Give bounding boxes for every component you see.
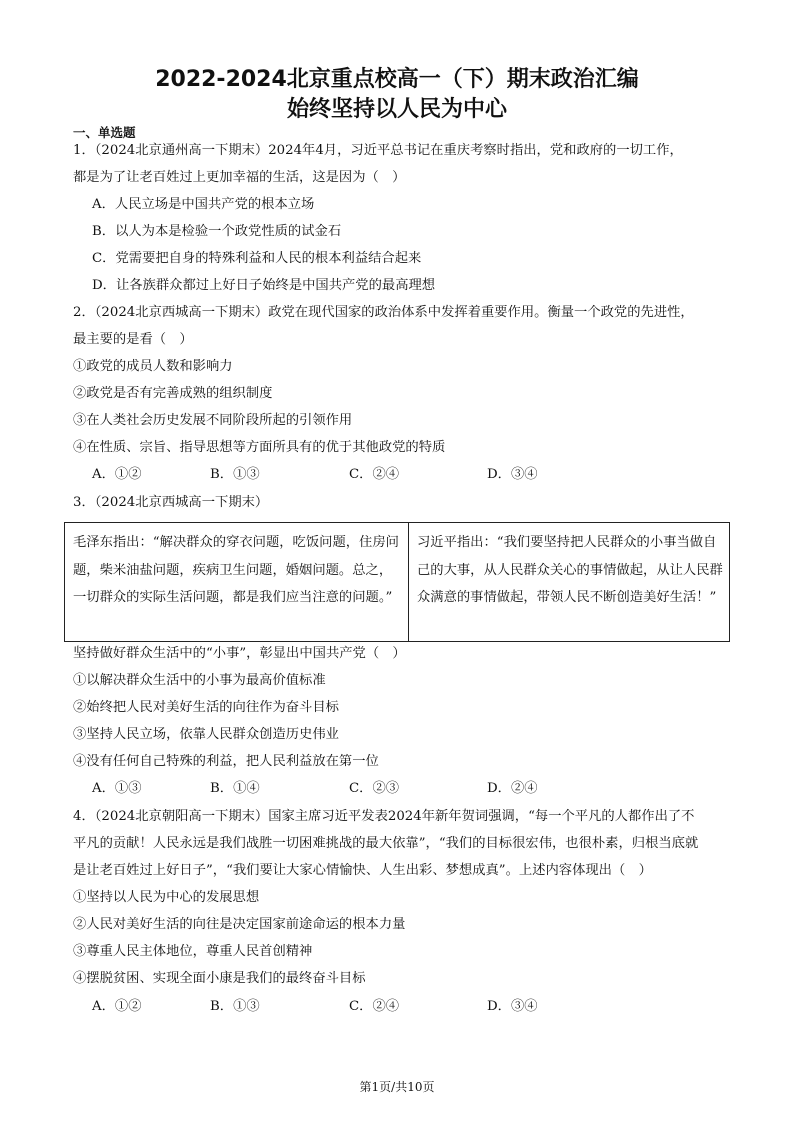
question-4-choice-d: D．③④ <box>487 999 538 1014</box>
question-1-option-b: B．以人为本是检验一个政党性质的试金石 <box>92 224 342 239</box>
question-3-choice-b: B．①④ <box>210 781 260 796</box>
question-4-item-3: ③尊重人民主体地位，尊重人民首创精神 <box>73 944 313 959</box>
question-4-choice-b: B．①③ <box>210 999 260 1014</box>
question-1-stem-line2: 都是为了让老百姓过上更加幸福的生活，这是因为（ ） <box>73 170 406 185</box>
question-3-stem: 坚持做好群众生活中的“小事”，彰显出中国共产党（ ） <box>73 646 406 661</box>
document-subtitle: 始终坚持以人民为中心 <box>286 97 507 122</box>
question-3-stem-line1: 3．（2024北京西城高一下期末） <box>73 495 269 510</box>
question-2-stem-line2: 最主要的是看（ ） <box>73 332 193 347</box>
document-title: 2022-2024北京重点校高一（下）期末政治汇编 <box>155 67 639 92</box>
question-4-item-4: ④摆脱贫困、实现全面小康是我们的最终奋斗目标 <box>73 971 366 986</box>
question-1-option-d: D．让各族群众都过上好日子始终是中国共产党的最高理想 <box>92 278 436 293</box>
question-1-option-c: C．党需要把自身的特殊利益和人民的根本利益结合起来 <box>92 251 422 266</box>
question-3-item-2: ②始终把人民对美好生活的向往作为奋斗目标 <box>73 700 339 715</box>
question-2-stem-line1: 2．（2024北京西城高一下期末）政党在现代国家的政治体系中发挥着重要作用。衡量一个政党的先进性， <box>73 305 694 320</box>
question-4-stem-line2: 平凡的贡献！人民永远是我们战胜一切困难挑战的最大依靠”，“我们的目标很宏伟，也很朴素，归根当底就 <box>73 836 699 851</box>
question-2-item-1: ①政党的成员人数和影响力 <box>73 359 233 374</box>
question-1-stem-line1: 1．（2024北京通州高一下期末）2024年4月，习近平总书记在重庆考察时指出，党和政府的一切工作， <box>73 143 683 158</box>
quote-xi: 习近平指出：“我们要坚持把人民群众的小事当做自己的大事，从人民群众关心的事情做起，从让人民群众满意的事情做起，带领人民不断创造美好生活！” <box>417 535 723 605</box>
question-2-choice-d: D．③④ <box>487 467 538 482</box>
question-4-item-2: ②人民对美好生活的向往是决定国家前途命运的根本力量 <box>73 917 406 932</box>
question-2-choice-b: B．①③ <box>210 467 260 482</box>
question-2-item-2: ②政党是否有完善成熟的组织制度 <box>73 386 273 401</box>
question-3-choice-d: D．②④ <box>487 781 538 796</box>
page-footer: 第1页/共10页 <box>359 1080 435 1094</box>
section-heading: 一、单选题 <box>73 125 136 140</box>
question-3-choice-a: A．①③ <box>92 781 142 796</box>
question-2-item-3: ③在人类社会历史发展不同阶段所起的引领作用 <box>73 413 353 428</box>
question-3-item-3: ③坚持人民立场，依靠人民群众创造历史伟业 <box>73 727 339 742</box>
question-2-choice-a: A．①② <box>92 467 142 482</box>
question-4-choice-c: C．②④ <box>349 999 400 1014</box>
question-1-option-a: A．人民立场是中国共产党的根本立场 <box>92 197 315 212</box>
question-3-choice-c: C．②③ <box>349 781 400 796</box>
question-4-choice-a: A．①② <box>92 999 142 1014</box>
question-3-item-1: ①以解决群众生活中的小事为最高价值标准 <box>73 673 326 688</box>
question-4-stem-line1: 4．（2024北京朝阳高一下期末）国家主席习近平发表2024年新年贺词强调，“每一个平凡的人都作出了不 <box>73 809 695 824</box>
question-4-item-1: ①坚持以人民为中心的发展思想 <box>73 890 260 905</box>
quote-mao: 毛泽东指出：“解决群众的穿衣问题，吃饭问题，住房问题，柴米油盐问题，疾病卫生问题，婚姻问题。总之，一切群众的实际生活问题，都是我们应当注意的问题。” <box>65 523 409 641</box>
question-2-choice-c: C．②④ <box>349 467 400 482</box>
question-2-item-4: ④在性质、宗旨、指导思想等方面所具有的优于其他政党的特质 <box>73 440 446 455</box>
quote-table <box>64 522 730 642</box>
question-4-stem-line3: 是让老百姓过上好日子”，“我们要让大家心情愉快、人生出彩、梦想成真”。上述内容体现出（ ） <box>73 863 652 878</box>
question-3-item-4: ④没有任何自己特殊的利益，把人民利益放在第一位 <box>73 754 379 769</box>
